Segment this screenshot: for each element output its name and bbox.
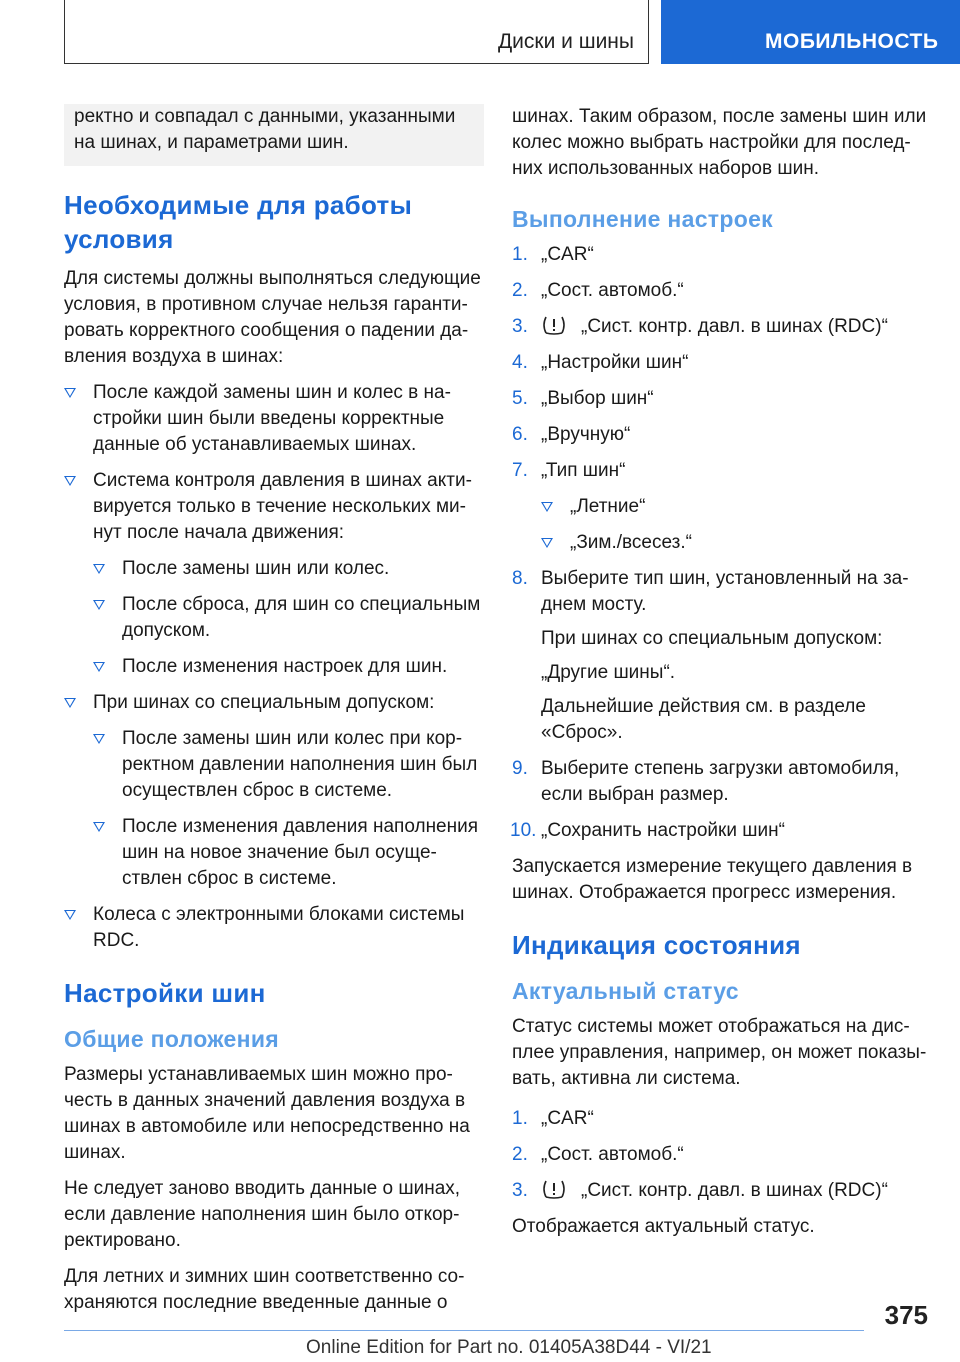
step-details: При шинах со специальным допуском: „Другие шины“. Дальнейшие действия см. в разделе «Сброс». bbox=[541, 628, 883, 743]
list-item: После замены шин или колес при кор-ректном давлении наполнения шин был осуществлен сброс в системе. bbox=[93, 726, 484, 804]
list-item: Система контроля давления в шинах акти-вируется только в течение нескольких ми-нут после начала движения: После замены шин или колес. После сброса, для шин со специальным допуском. После изменения настроек для шин. bbox=[64, 468, 484, 680]
status-heading: Индикация состояния bbox=[512, 930, 801, 960]
general-heading: Общие положения bbox=[64, 1026, 279, 1052]
status-steps bbox=[512, 1106, 930, 1204]
requirements-text: Для системы должны выполняться следующие условия, в противном случае нельзя гаранти-ровать корректного сообщения о падении да-вления воздуха в шинах: bbox=[64, 268, 481, 367]
chapter-title: Диски и шины bbox=[497, 30, 634, 53]
triangle-bullet-icon bbox=[93, 600, 105, 610]
list-item: 3. „Сист. контр. давл. в шинах (RDC)“ bbox=[512, 316, 888, 337]
list-item: 5. „Выбор шин“ bbox=[512, 388, 654, 409]
list-item: При шинах со специальным допуском: После замены шин или колес при кор-ректном давлении наполнения шин был осуществлен сброс в системе. После изменения давления наполнения шин на новое значение был осуще-ствлен сброс в системе. bbox=[64, 690, 484, 892]
intro-text: ректно и совпадал с данными, указанными на шинах, и параметрами шин. bbox=[74, 106, 456, 153]
measurement-text: Запускается измерение текущего давления в шинах. Отображается прогресс измерения. bbox=[512, 856, 913, 903]
left-column bbox=[64, 104, 484, 1326]
right-column bbox=[512, 104, 930, 1250]
list-item: После изменения давления наполнения шин на новое значение был осуще-ствлен сброс в системе. bbox=[93, 814, 484, 892]
header-section-box bbox=[661, 0, 960, 64]
general-paragraph: Не следует заново вводить данные о шинах, если давление наполнения шин было откор-ректировано. bbox=[64, 1178, 461, 1251]
list-item: 6. „Вручную“ bbox=[512, 424, 631, 445]
settings-heading: Выполнение настроек bbox=[512, 206, 773, 232]
list-item: 2. „Сост. автомоб.“ bbox=[512, 1144, 684, 1165]
list-item: 3. „Сист. контр. давл. в шинах (RDC)“ bbox=[512, 1180, 888, 1201]
continued-text: шинах. Таким образом, после замены шин или колес можно выбрать настройки для послед-них использованных наборов шин. bbox=[512, 106, 927, 179]
status-result: Отображается актуальный статус. bbox=[512, 1216, 815, 1237]
triangle-bullet-icon bbox=[93, 822, 105, 832]
actual-status-text: Статус системы может отображаться на дис-плее управления, например, он может показы-вать, активна ли система. bbox=[512, 1016, 927, 1089]
list-item: 9. Выберите степень загрузки автомобиля, если выбран размер. bbox=[512, 758, 900, 805]
actual-status-heading: Актуальный статус bbox=[512, 978, 739, 1004]
header-chapter-box bbox=[64, 0, 649, 64]
triangle-bullet-icon bbox=[64, 476, 76, 486]
list-item: „Летние“ bbox=[541, 494, 930, 520]
page-number: 375 bbox=[884, 1300, 928, 1330]
list-item: После каждой замены шин и колес в на-стройки шин были введены корректные данные об устанавливаемых шинах. bbox=[64, 380, 484, 458]
requirements-heading: Необходимые для работы условия bbox=[64, 190, 413, 254]
continued-note-box bbox=[64, 104, 484, 166]
general-paragraph: Для летних и зимних шин соответственно со-храняются последние введенные данные о bbox=[64, 1266, 465, 1313]
sub-list bbox=[93, 726, 484, 892]
triangle-bullet-icon bbox=[541, 538, 553, 548]
triangle-bullet-icon bbox=[93, 734, 105, 744]
section-label: МОБИЛЬНОСТЬ bbox=[765, 30, 939, 53]
general-paragraph: Размеры устанавливаемых шин можно про-честь в данных значений давления воздуха в шинах в автомобиле или непосредственно на шинах. bbox=[64, 1064, 470, 1163]
triangle-bullet-icon bbox=[64, 910, 76, 920]
list-item: Колеса с электронными блоками системы RDC. bbox=[64, 902, 484, 954]
tire-type-options bbox=[541, 494, 930, 556]
list-item: После изменения настроек для шин. bbox=[93, 654, 484, 680]
tire-pressure-icon bbox=[541, 1179, 567, 1199]
list-item: 8. Выберите тип шин, установленный на за-днем мосту. При шинах со специальным допуском: „Другие шины“. Дальнейшие действия см. в разделе «Сброс». bbox=[512, 566, 930, 746]
requirements-list bbox=[64, 380, 484, 954]
list-item: 7. „Тип шин“ „Летние“ „Зим./всесез.“ bbox=[512, 458, 930, 556]
edition-text: Online Edition for Part no. 01405A38D44 - VI/21 bbox=[306, 1337, 712, 1358]
list-item: 1. „CAR“ bbox=[512, 1108, 594, 1129]
triangle-bullet-icon bbox=[93, 662, 105, 672]
triangle-bullet-icon bbox=[93, 564, 105, 574]
triangle-bullet-icon bbox=[64, 388, 76, 398]
tire-settings-heading: Настройки шин bbox=[64, 978, 266, 1008]
list-item: После замены шин или колес. bbox=[93, 556, 484, 582]
settings-steps bbox=[512, 242, 930, 844]
tire-pressure-icon bbox=[541, 315, 567, 335]
sub-list bbox=[93, 556, 484, 680]
footer-divider bbox=[64, 1330, 864, 1331]
list-item: 10. „Сохранить настройки шин“ bbox=[510, 820, 785, 841]
list-item: 2. „Сост. автомоб.“ bbox=[512, 280, 684, 301]
list-item: 4. „Настройки шин“ bbox=[512, 352, 689, 373]
triangle-bullet-icon bbox=[541, 502, 553, 512]
list-item: После сброса, для шин со специальным допуском. bbox=[93, 592, 484, 644]
list-item: „Зим./всесез.“ bbox=[541, 530, 930, 556]
triangle-bullet-icon bbox=[64, 698, 76, 708]
list-item: 1. „CAR“ bbox=[512, 244, 594, 265]
